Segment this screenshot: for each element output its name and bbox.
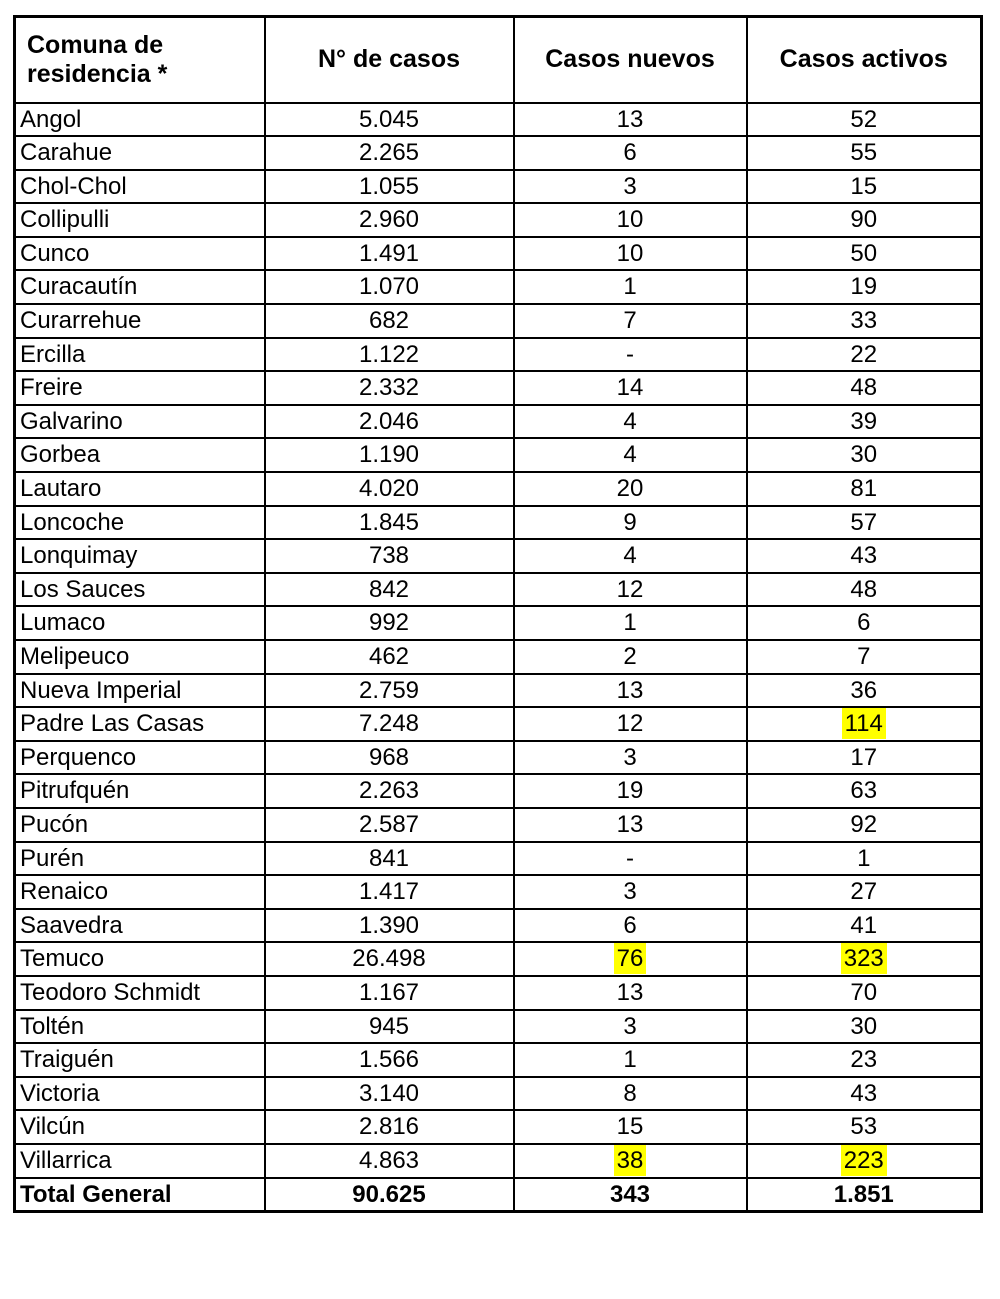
activos-cell	[747, 707, 982, 741]
value: 19	[850, 273, 878, 301]
total-nuevos-cell: 343	[514, 1178, 747, 1212]
value: 2.587	[358, 810, 420, 838]
activos-cell	[747, 842, 982, 876]
value: 945	[368, 1012, 410, 1040]
table-row	[15, 371, 982, 405]
activos-cell	[747, 103, 982, 137]
casos-cell	[265, 1043, 514, 1077]
casos-cell	[265, 371, 514, 405]
nuevos-cell	[514, 405, 747, 439]
comuna-cell: Saavedra	[15, 909, 265, 943]
value: 48	[850, 374, 878, 402]
casos-cell	[265, 774, 514, 808]
table-body	[15, 103, 982, 1178]
value: 1.055	[358, 172, 420, 200]
value: 41	[850, 911, 878, 939]
casos-cell	[265, 640, 514, 674]
value: 738	[368, 542, 410, 570]
value: 57	[850, 508, 878, 536]
table-row	[15, 774, 982, 808]
value: 90	[850, 206, 878, 234]
value: 3	[623, 172, 637, 200]
value: 1	[623, 609, 637, 637]
nuevos-cell	[514, 875, 747, 909]
casos-cell	[265, 103, 514, 137]
table-row	[15, 842, 982, 876]
comuna-cell: Villarrica	[15, 1144, 265, 1178]
col-header-activos: Casos activos	[747, 17, 982, 103]
value: 2.046	[358, 407, 420, 435]
activos-cell	[747, 573, 982, 607]
activos-cell	[747, 506, 982, 540]
value: 12	[616, 710, 644, 738]
value: 92	[850, 810, 878, 838]
nuevos-cell	[514, 808, 747, 842]
value: 8	[623, 1079, 637, 1107]
activos-cell	[747, 438, 982, 472]
value: 55	[850, 139, 878, 167]
comuna-cell: Los Sauces	[15, 573, 265, 607]
nuevos-cell	[514, 371, 747, 405]
table-row	[15, 405, 982, 439]
table-row	[15, 539, 982, 573]
nuevos-cell	[514, 741, 747, 775]
comuna-cell: Teodoro Schmidt	[15, 976, 265, 1010]
casos-cell	[265, 405, 514, 439]
value: 19	[616, 777, 644, 805]
table-row	[15, 909, 982, 943]
value: 4.863	[358, 1146, 420, 1174]
value: 2.263	[358, 777, 420, 805]
nuevos-cell	[514, 707, 747, 741]
casos-cell	[265, 438, 514, 472]
value: 36	[850, 676, 878, 704]
casos-cell	[265, 1110, 514, 1144]
value: 4	[623, 441, 637, 469]
cases-table	[13, 15, 983, 1213]
activos-cell	[747, 909, 982, 943]
col-header-nuevos: Casos nuevos	[514, 17, 747, 103]
activos-cell	[747, 136, 982, 170]
nuevos-cell	[514, 170, 747, 204]
activos-cell	[747, 371, 982, 405]
value: 53	[850, 1113, 878, 1141]
nuevos-cell	[514, 237, 747, 271]
comuna-cell: Purén	[15, 842, 265, 876]
casos-cell	[265, 808, 514, 842]
nuevos-cell	[514, 1010, 747, 1044]
value: 10	[616, 239, 644, 267]
table-row	[15, 1077, 982, 1111]
value: 23	[850, 1046, 878, 1074]
activos-cell	[747, 1077, 982, 1111]
nuevos-cell	[514, 136, 747, 170]
highlighted-value: 323	[841, 943, 887, 974]
casos-cell	[265, 976, 514, 1010]
value: 43	[850, 1079, 878, 1107]
value: 33	[850, 307, 878, 335]
value: 1	[857, 844, 871, 872]
table-row	[15, 808, 982, 842]
header-row	[15, 17, 982, 103]
comuna-cell: Angol	[15, 103, 265, 137]
value: 4	[623, 542, 637, 570]
value: 12	[616, 575, 644, 603]
activos-cell	[747, 875, 982, 909]
comuna-cell: Gorbea	[15, 438, 265, 472]
table-row	[15, 103, 982, 137]
nuevos-cell	[514, 774, 747, 808]
table-row	[15, 606, 982, 640]
value: 1.845	[358, 508, 420, 536]
value: 9	[623, 508, 637, 536]
activos-cell	[747, 674, 982, 708]
highlighted-value: 38	[614, 1145, 647, 1176]
casos-cell	[265, 1144, 514, 1178]
value: 14	[616, 374, 644, 402]
value: 2.332	[358, 374, 420, 402]
value: 1.491	[358, 239, 420, 267]
comuna-cell: Renaico	[15, 875, 265, 909]
value: -	[626, 340, 634, 368]
nuevos-cell	[514, 606, 747, 640]
casos-cell	[265, 304, 514, 338]
table-row	[15, 304, 982, 338]
nuevos-cell	[514, 338, 747, 372]
value: 3.140	[358, 1079, 420, 1107]
value: 1.167	[358, 978, 420, 1006]
activos-cell	[747, 640, 982, 674]
nuevos-cell	[514, 1077, 747, 1111]
nuevos-cell	[514, 909, 747, 943]
casos-cell	[265, 942, 514, 976]
activos-cell	[747, 237, 982, 271]
nuevos-cell	[514, 270, 747, 304]
activos-cell	[747, 405, 982, 439]
nuevos-cell	[514, 1110, 747, 1144]
casos-cell	[265, 203, 514, 237]
value: 48	[850, 575, 878, 603]
casos-cell	[265, 606, 514, 640]
nuevos-cell	[514, 942, 747, 976]
value: 462	[368, 643, 410, 670]
activos-cell	[747, 1144, 982, 1178]
activos-cell	[747, 606, 982, 640]
comuna-cell: Padre Las Casas	[15, 707, 265, 741]
casos-cell	[265, 674, 514, 708]
nuevos-cell	[514, 674, 747, 708]
casos-cell	[265, 573, 514, 607]
value: 1.190	[358, 441, 420, 469]
value: 52	[850, 105, 878, 133]
value: 17	[850, 743, 878, 771]
comuna-cell: Perquenco	[15, 741, 265, 775]
value: 50	[850, 239, 878, 267]
casos-cell	[265, 741, 514, 775]
casos-cell	[265, 1010, 514, 1044]
activos-cell	[747, 1043, 982, 1077]
activos-cell	[747, 170, 982, 204]
table-row	[15, 674, 982, 708]
comuna-cell: Carahue	[15, 136, 265, 170]
value: 15	[850, 172, 878, 200]
table-row	[15, 338, 982, 372]
value: 3	[623, 743, 637, 771]
value: 842	[368, 575, 410, 603]
comuna-cell: Traiguén	[15, 1043, 265, 1077]
comuna-cell: Lumaco	[15, 606, 265, 640]
comuna-cell: Curarrehue	[15, 304, 265, 338]
table-row	[15, 573, 982, 607]
comuna-cell: Collipulli	[15, 203, 265, 237]
comuna-cell: Galvarino	[15, 405, 265, 439]
nuevos-cell	[514, 842, 747, 876]
table-row	[15, 942, 982, 976]
activos-cell	[747, 1010, 982, 1044]
casos-cell	[265, 539, 514, 573]
casos-cell	[265, 170, 514, 204]
table-row	[15, 506, 982, 540]
casos-cell	[265, 472, 514, 506]
activos-cell	[747, 270, 982, 304]
value: 1.070	[358, 273, 420, 301]
value: 841	[368, 844, 410, 872]
total-activos-cell: 1.851	[747, 1178, 982, 1212]
value: 30	[850, 441, 878, 469]
activos-cell	[747, 338, 982, 372]
table-row	[15, 707, 982, 741]
nuevos-cell	[514, 203, 747, 237]
table-row	[15, 1043, 982, 1077]
activos-cell	[747, 539, 982, 573]
nuevos-cell	[514, 472, 747, 506]
value: 30	[850, 1012, 878, 1040]
value: 1	[623, 273, 637, 301]
value: 1.390	[358, 911, 420, 939]
value: 4.020	[358, 475, 420, 503]
activos-cell	[747, 1110, 982, 1144]
value: 992	[368, 609, 410, 637]
value: 1	[623, 1046, 637, 1074]
comuna-cell: Pitrufquén	[15, 774, 265, 808]
highlighted-value: 76	[614, 943, 647, 974]
comuna-cell: Melipeuco	[15, 640, 265, 674]
value: 22	[850, 340, 878, 368]
col-header-comuna: Comuna de residencia *	[15, 17, 265, 103]
nuevos-cell	[514, 103, 747, 137]
value: 13	[616, 676, 644, 704]
value: 2	[623, 643, 637, 670]
table-row	[15, 438, 982, 472]
nuevos-cell	[514, 506, 747, 540]
value: 13	[616, 810, 644, 838]
value: 7	[857, 643, 871, 670]
highlighted-value: 114	[842, 708, 886, 739]
nuevos-cell	[514, 1144, 747, 1178]
activos-cell	[747, 774, 982, 808]
total-row	[15, 1178, 982, 1212]
nuevos-cell	[514, 438, 747, 472]
value: 26.498	[352, 945, 426, 973]
value: 3	[623, 878, 637, 906]
comuna-cell: Chol-Chol	[15, 170, 265, 204]
value: 6	[623, 911, 637, 939]
comuna-cell: Freire	[15, 371, 265, 405]
nuevos-cell	[514, 539, 747, 573]
value: 2.759	[358, 676, 420, 704]
nuevos-cell	[514, 640, 747, 674]
value: 7	[623, 307, 637, 335]
comuna-cell: Toltén	[15, 1010, 265, 1044]
comuna-cell: Cunco	[15, 237, 265, 271]
casos-cell	[265, 136, 514, 170]
value: 10	[616, 206, 644, 234]
comuna-cell: Temuco	[15, 942, 265, 976]
value: 13	[616, 105, 644, 133]
comuna-cell: Nueva Imperial	[15, 674, 265, 708]
value: 968	[368, 743, 410, 771]
value: 2.265	[358, 139, 420, 167]
value: 15	[616, 1113, 644, 1141]
comuna-cell: Lonquimay	[15, 539, 265, 573]
table-row	[15, 1010, 982, 1044]
total-label: Total General	[15, 1178, 265, 1212]
comuna-cell: Pucón	[15, 808, 265, 842]
value: 81	[850, 475, 878, 503]
value: -	[626, 844, 634, 872]
value: 7.248	[358, 710, 420, 738]
comuna-cell: Ercilla	[15, 338, 265, 372]
table-row	[15, 1110, 982, 1144]
activos-cell	[747, 942, 982, 976]
table-row	[15, 472, 982, 506]
nuevos-cell	[514, 573, 747, 607]
value: 6	[857, 609, 871, 637]
table-row	[15, 270, 982, 304]
value: 1.417	[358, 878, 420, 906]
value: 6	[623, 139, 637, 167]
table-row	[15, 976, 982, 1010]
casos-cell	[265, 338, 514, 372]
value: 682	[368, 307, 410, 335]
casos-cell	[265, 1077, 514, 1111]
comuna-cell: Lautaro	[15, 472, 265, 506]
casos-cell	[265, 237, 514, 271]
table-row	[15, 741, 982, 775]
value: 70	[850, 978, 878, 1006]
value: 39	[850, 407, 878, 435]
table-row	[15, 203, 982, 237]
table-row	[15, 136, 982, 170]
casos-cell	[265, 270, 514, 304]
table-row	[15, 875, 982, 909]
nuevos-cell	[514, 304, 747, 338]
casos-cell	[265, 875, 514, 909]
value: 20	[616, 475, 644, 503]
casos-cell	[265, 707, 514, 741]
table-row	[15, 237, 982, 271]
nuevos-cell	[514, 976, 747, 1010]
activos-cell	[747, 304, 982, 338]
activos-cell	[747, 472, 982, 506]
page	[0, 15, 1000, 1299]
casos-cell	[265, 909, 514, 943]
comuna-cell: Loncoche	[15, 506, 265, 540]
table-row	[15, 1144, 982, 1178]
comuna-cell: Curacautín	[15, 270, 265, 304]
casos-cell	[265, 506, 514, 540]
activos-cell	[747, 976, 982, 1010]
value: 5.045	[358, 105, 420, 133]
value: 4	[623, 407, 637, 435]
value: 1.122	[358, 340, 420, 368]
value: 63	[850, 777, 878, 805]
table-row	[15, 640, 982, 674]
table-row	[15, 170, 982, 204]
highlighted-value: 223	[841, 1145, 887, 1176]
comuna-cell: Vilcún	[15, 1110, 265, 1144]
nuevos-cell	[514, 1043, 747, 1077]
value: 27	[850, 878, 878, 906]
value: 43	[850, 542, 878, 570]
comuna-cell: Victoria	[15, 1077, 265, 1111]
value: 13	[616, 978, 644, 1006]
col-header-casos: N° de casos	[265, 17, 514, 103]
total-casos-cell: 90.625	[265, 1178, 514, 1212]
value: 1.566	[358, 1046, 420, 1074]
value: 2.816	[358, 1113, 420, 1141]
value: 3	[623, 1012, 637, 1040]
casos-cell	[265, 842, 514, 876]
activos-cell	[747, 741, 982, 775]
activos-cell	[747, 808, 982, 842]
value: 2.960	[358, 206, 420, 234]
activos-cell	[747, 203, 982, 237]
